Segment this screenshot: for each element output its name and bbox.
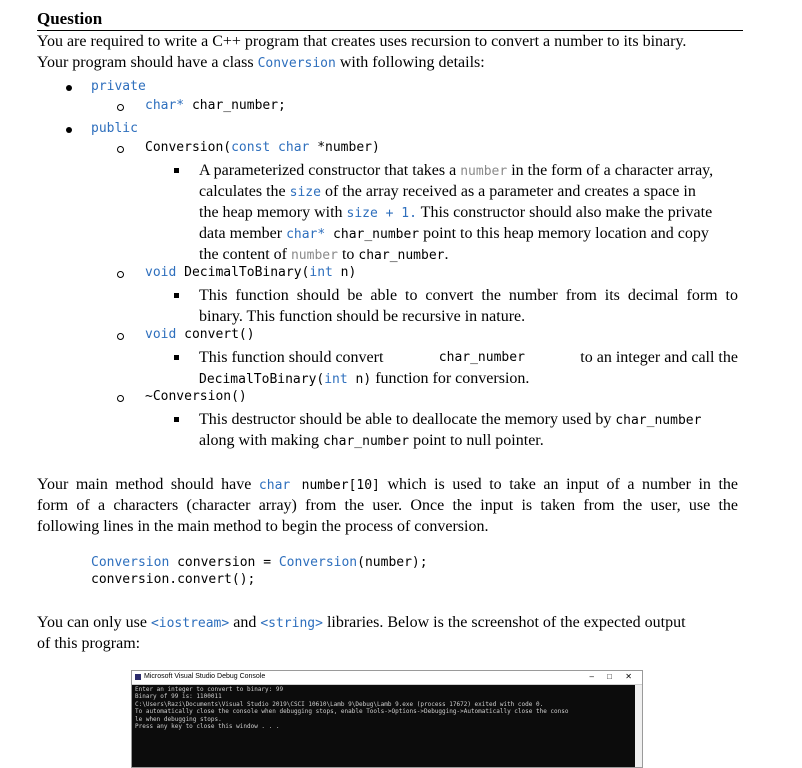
text: function for conversion. (371, 370, 530, 387)
text: . (444, 246, 449, 263)
text: in the form of a character array, (507, 162, 714, 179)
bullet-square (174, 417, 179, 422)
console-line: le when debugging stops. (135, 715, 222, 723)
bullet-circle (117, 271, 124, 278)
text: libraries. Below is the screenshot of the expected output (322, 614, 686, 631)
text: Your main method should have (37, 476, 259, 493)
console-line: Binary of 99 is: 1100011 (135, 693, 222, 701)
param-type: int (309, 265, 333, 280)
return-type: void (145, 265, 177, 280)
dtor-desc-1 (199, 409, 701, 431)
text: point to this heap memory location and copy (419, 225, 709, 242)
ctor-desc-5 (199, 244, 448, 266)
console-titlebar (132, 671, 642, 685)
convert-signature (145, 327, 255, 342)
bullet-square (174, 355, 179, 360)
text: of the array received as a parameter and creates a space in (320, 183, 696, 200)
func-name: DecimalToBinary( (176, 265, 310, 280)
maximize-icon[interactable]: □ (607, 672, 612, 681)
main-para-3: following lines in the main method to begin the process of conversion. (37, 518, 489, 535)
bullet-circle (117, 104, 124, 111)
ctor-param: *number) (309, 140, 380, 155)
ctor-desc-2 (199, 181, 696, 203)
text: along with making (199, 432, 323, 449)
text: data member (199, 225, 287, 242)
main-para-1 (37, 474, 738, 496)
text: to an integer and call the (580, 349, 738, 366)
code: char* (286, 227, 326, 242)
param: n) (332, 265, 357, 280)
d2b-desc-1: This function should be able to convert the number from its decimal form to (199, 287, 738, 304)
bullet-square (174, 293, 179, 298)
convert-desc-1 (199, 347, 738, 368)
intro-text-end: with following details: (335, 54, 485, 71)
code: int (324, 372, 348, 387)
d2b-desc-2: binary. This function should be recursive in nature. (199, 308, 526, 325)
code: char_number (358, 248, 445, 263)
code: size + 1. (346, 206, 417, 221)
console-title: Microsoft Visual Studio Debug Console (144, 673, 266, 680)
text: You can only use (37, 614, 151, 631)
console-scrollbar[interactable] (635, 685, 642, 767)
member-type: char* (145, 98, 185, 113)
code-ctor: Conversion (278, 555, 358, 570)
lib-iostream: <iostream> (150, 616, 230, 631)
console-line: Enter an integer to convert to binary: 99 (135, 686, 284, 693)
d2b-signature (145, 265, 356, 280)
return-type: void (145, 327, 177, 342)
console-screenshot (131, 670, 643, 768)
bullet-disc (66, 127, 72, 133)
intro-text: Your program should have a class (37, 54, 258, 71)
private-label: private (91, 79, 146, 94)
text: the content of (199, 246, 291, 263)
text: the heap memory with (199, 204, 347, 221)
class-name-code: Conversion (257, 56, 336, 71)
code: number (460, 164, 508, 179)
libs-line-2: of this program: (37, 635, 141, 652)
code: char_number (325, 227, 420, 242)
bullet-square (174, 168, 179, 173)
lib-string: <string> (260, 616, 323, 631)
main-para-2: form of a characters (character array) from the user. Once the input is taken from the user, use the (37, 497, 738, 514)
code: char (258, 478, 291, 493)
ctor-desc-3 (199, 202, 712, 224)
dtor-desc-2 (199, 430, 544, 452)
ctor-name: Conversion( (145, 140, 232, 155)
code: char_number (322, 434, 410, 449)
text: A parameterized constructor that takes a (199, 162, 461, 179)
code: char_number (438, 350, 525, 365)
ctor-desc-1 (199, 160, 713, 182)
public-label: public (91, 121, 138, 136)
console-output (132, 685, 642, 731)
libs-line-1 (37, 612, 686, 634)
ctor-param-type: const char (231, 140, 310, 155)
code: DecimalToBinary( (199, 372, 325, 387)
ctor-signature (145, 140, 380, 155)
text: This constructor should also make the private (416, 204, 713, 221)
code-type: Conversion (91, 555, 170, 570)
text: calculates the (199, 183, 290, 200)
minimize-icon[interactable]: – (589, 672, 594, 681)
private-member (145, 98, 286, 113)
code-line-2: conversion.convert(); (91, 572, 256, 587)
text: to (337, 246, 359, 263)
code: number (290, 248, 338, 263)
code: number[10] (290, 478, 380, 493)
console-line: C:\Users\Razi\Documents\Visual Studio 2019\CSCI 10610\Lamb 9\Debug\Lamb 9.exe (process 17672) exited with code 0. (135, 700, 544, 708)
member-name: char_number; (184, 98, 286, 113)
code-text: (number); (357, 555, 428, 570)
question-document (37, 8, 743, 74)
code: size (289, 185, 321, 200)
close-icon[interactable]: ✕ (625, 672, 632, 681)
text: point to null pointer. (409, 432, 544, 449)
console-line: To automatically close the console when debugging stops, enable Tools->Options->Debugging->Automatically close the conso (135, 708, 569, 716)
question-heading: Question (37, 8, 743, 31)
ctor-desc-4 (199, 223, 709, 245)
code: char_number (615, 413, 702, 428)
console-app-icon (135, 674, 141, 680)
convert-desc-2 (199, 368, 529, 390)
text: This destructor should be able to deallocate the memory used by (199, 411, 616, 428)
bullet-circle (117, 395, 124, 402)
code-text: conversion = (169, 555, 279, 570)
func-name: convert() (176, 327, 255, 342)
console-line: Press any key to close this window . . . (135, 723, 280, 731)
text: which is used to take an input of a number in the (379, 476, 739, 493)
bullet-circle (117, 333, 124, 340)
bullet-disc (66, 85, 72, 91)
dtor-signature: ~Conversion() (145, 389, 247, 404)
intro-line-1: You are required to write a C++ program that creates uses recursion to convert a number to its binary. (37, 33, 687, 50)
text: This function should convert (199, 349, 384, 366)
text: and (229, 614, 261, 631)
code: n) (347, 372, 372, 387)
intro-line-2 (37, 52, 743, 74)
code-line-1 (91, 555, 428, 570)
bullet-circle (117, 146, 124, 153)
